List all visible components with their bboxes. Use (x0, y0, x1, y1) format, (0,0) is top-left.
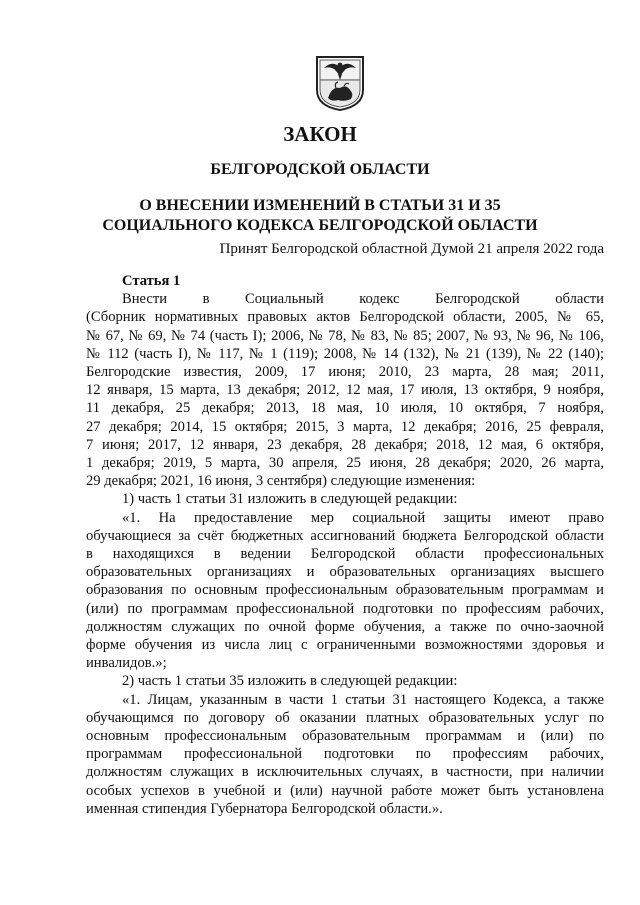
heading-line-2: СОЦИАЛЬНОГО КОДЕКСА БЕЛГОРОДСКОЙ ОБЛАСТИ (102, 217, 538, 234)
text-line: именная стипендия Губернатора Белгородской области.». (86, 800, 443, 817)
text-line: 27 декабря; 2014, 15 октября; 2015, 3 марта, 12 декабря; 2016, 25 февраля, (86, 418, 604, 435)
text-line: должностям служащих в исключительных случаях, в частности, при наличии (86, 764, 604, 781)
text-line: 2) часть 1 статьи 35 изложить в следующей редакции: (122, 673, 458, 690)
text-line: инвалидов.»; (86, 655, 167, 672)
text-line: в находящихся в ведении Белгородской области профессиональных (86, 546, 604, 563)
text-line: обучающимся по договору об оказании платных образовательных услуг по (86, 709, 604, 726)
text-line: программам профессиональной подготовки по профессиям рабочих, (86, 746, 604, 763)
text-line: «1. На предоставление мер социальной защиты имеют право (122, 509, 604, 526)
text-line: образовательных организациях и образовательных организациях высшего (86, 564, 604, 581)
adoption-note: Принят Белгородской областной Думой 21 апреля 2022 года (219, 241, 604, 257)
text-line: Белгородские известия, 2009, 17 июня; 2010, 23 марта, 28 мая; 2011, (86, 364, 604, 381)
text-line: (Сборник нормативных правовых актов Белгородской области, 2005, № 65, (86, 309, 604, 326)
coat-of-arms-emblem (314, 54, 366, 112)
text-line: форме обучения из числа лиц с ограниченными возможностями здоровья и (86, 637, 604, 654)
text-line: № 112 (часть I), № 117, № 1 (119); 2008, № 14 (132), № 21 (139), № 22 (140); (86, 345, 604, 362)
text-line: особых успехов в учебной и (или) научной работе может быть установлена (86, 782, 604, 799)
text-line: «1. Лицам, указанным в части 1 статьи 31 настоящего Кодекса, а также (122, 691, 604, 708)
text-line: 7 июня; 2017, 12 января, 23 декабря, 28 декабря; 2018, 12 мая, 6 октября, (86, 436, 604, 453)
document-title: ЗАКОН (283, 122, 357, 146)
document-subtitle: БЕЛГОРОДСКОЙ ОБЛАСТИ (210, 161, 430, 178)
document-body (86, 272, 604, 818)
text-line: 1) часть 1 статьи 31 изложить в следующей редакции: (122, 491, 458, 508)
text-line: обучающиеся за счёт бюджетных ассигнований бюджета Белгородской области (86, 527, 604, 544)
text-line: образования по основным профессиональным образовательным программам и (86, 582, 604, 599)
text-line: 11 декабря, 25 декабря; 2013, 18 мая, 10 июля, 10 октября, 7 ноября, (86, 400, 604, 417)
text-line: 29 декабря; 2021, 16 июня, 3 сентября) следующие изменения: (86, 473, 476, 490)
article-title: Статья 1 (122, 273, 181, 289)
text-line: 12 января, 15 марта, 13 декабря; 2012, 12 мая, 17 июля, 13 октября, 9 ноября, (86, 382, 604, 399)
text-line: основным профессиональным образовательным программам и (или) по (86, 728, 604, 745)
text-line: 1 декабря; 2019, 5 марта, 30 апреля, 25 июня, 28 декабря; 2020, 26 марта, (86, 455, 604, 472)
heading-line-1: О ВНЕСЕНИИ ИЗМЕНЕНИЙ В СТАТЬИ 31 И 35 (139, 197, 501, 214)
text-line: № 67, № 69, № 74 (часть I); 2006, № 78, № 83, № 85; 2007, № 93, № 96, № 106, (86, 327, 604, 344)
text-line: Внести в Социальный кодекс Белгородской области (122, 291, 604, 308)
text-line: должностям служащих по очной форме обучения, а также по очно-заочной (86, 618, 604, 635)
text-line: (или) по программам профессиональной подготовки по профессиям рабочих, (86, 600, 604, 617)
